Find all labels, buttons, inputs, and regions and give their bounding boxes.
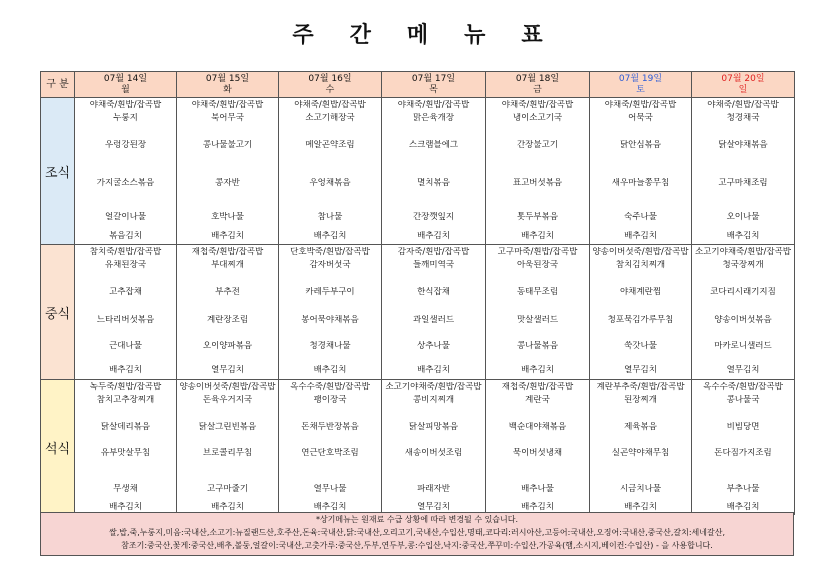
menu-item: 오이양파볶음 [202,341,253,351]
menu-items [279,245,381,379]
menu-item: 고구마죽/흰밥/잡곡밥 [497,247,578,257]
menu-item: 배추김치 [211,231,244,241]
menu-item: 돈채두반장볶음 [301,422,359,432]
menu-item: 메알곤약조림 [305,140,355,150]
menu-items [486,380,589,514]
menu-item: 멸치볶음 [417,178,450,188]
day-date: 07월 17일 [411,73,456,84]
menu-item: 닭살데리볶음 [100,422,151,432]
menu-item: 열무나물 [313,484,347,494]
menu-item: 우렁강된장 [104,140,147,150]
gubun-header: 구 분 [41,72,75,98]
menu-item: 닭살그린빈볶음 [198,422,257,432]
menu-item: 어묵국 [628,113,653,123]
menu-item: 비빔당면 [726,422,760,432]
menu-cell [279,380,382,515]
menu-item: 참치고추장찌개 [96,395,155,405]
menu-item: 톳두부볶음 [516,212,559,222]
menu-items [692,98,794,244]
menu-item: 배추김치 [417,365,450,375]
title-char: 메 [406,23,429,48]
menu-item: 상추나물 [417,341,450,351]
menu-cell [382,380,486,515]
menu-item: 파래자반 [417,484,450,494]
day-header [75,72,177,98]
menu-item: 무생채 [113,484,138,494]
menu-item: 쑥갓나물 [624,341,657,351]
menu-item: 맑은육개장 [412,113,455,123]
menu-cell [75,98,177,245]
menu-item: 배추김치 [624,231,657,241]
day-name: 수 [325,84,335,95]
menu-item: 간장불고기 [516,140,559,150]
menu-item: 고구마줄기 [206,484,249,494]
menu-item: 닭안심볶음 [619,140,662,150]
menu-item: 배추김치 [313,365,347,375]
menu-item: 계란부추죽/흰밥/잡곡밥 [596,382,685,392]
day-name: 월 [121,84,130,95]
day-name: 토 [636,84,645,95]
menu-items [177,245,278,379]
menu-item: 콩나물국 [726,395,760,405]
menu-item: 근대나물 [109,341,142,351]
menu-item: 배추김치 [726,502,760,512]
meal-row-dinner [41,380,795,515]
menu-item: 숙주나물 [624,212,657,222]
menu-items [177,380,278,514]
weekly-menu-table [40,71,795,515]
menu-item: 시금치나물 [619,484,662,494]
menu-item: 야채죽/흰밥/잡곡밥 [294,100,366,110]
menu-item: 야채죽/흰밥/잡곡밥 [501,100,574,110]
menu-items [692,245,794,379]
day-date: 07월 16일 [308,73,352,84]
menu-items [279,98,381,244]
menu-item: 양송이버섯죽/흰밥/잡곡밥 [592,247,689,257]
menu-items [75,98,176,244]
menu-item: 열무김치 [417,502,450,512]
menu-item: 봉어묵야채볶음 [301,315,359,325]
menu-cell [382,98,486,245]
menu-item: 동태무조림 [516,287,559,297]
menu-item: 부추전 [215,287,240,297]
day-header [382,72,486,98]
menu-item: 카레두부구이 [305,287,355,297]
day-header-saturday [590,72,692,98]
meal-row-lunch [41,245,795,380]
menu-cell [279,245,382,380]
menu-item: 배추김치 [313,231,347,241]
menu-item: 묵이버섯냉채 [512,448,563,458]
meal-label-breakfast: 조식 [41,98,75,245]
menu-item: 한식잡채 [417,287,450,297]
menu-item: 유부맛살무침 [100,448,151,458]
day-header [279,72,382,98]
menu-cell [486,245,590,380]
menu-cell [692,98,795,245]
menu-items [382,380,485,514]
notes-line: *상기메뉴는 원재료 수급 상황에 따라 변경될 수 있습니다. [315,515,519,524]
menu-item: 야채죽/흰밥/잡곡밥 [89,100,162,110]
menu-item: 표고버섯볶음 [512,178,563,188]
menu-item: 배추김치 [624,502,657,512]
menu-item: 재첩죽/흰밥/잡곡밥 [191,247,264,257]
day-name: 금 [533,84,542,95]
notes-line: 참조기:중국산,꽃게:중국산,배추,볼둥,얼갈이:국내산,고춧가루:중국산,두부,연두부,콩:수입산,낙지:중국산,쭈꾸미:수입산,가공육(햄,소시지,베이컨:수입산) - 을 사용합니다. [121,541,713,550]
meal-label-dinner: 석식 [41,380,75,515]
menu-item: 새송이버섯조림 [404,448,463,458]
menu-item: 냉이소고기국 [512,113,563,123]
menu-item: 들깨미역국 [412,260,455,270]
menu-item: 아욱된장국 [516,260,559,270]
menu-item: 야채죽/흰밥/잡곡밥 [397,100,470,110]
menu-cell [279,98,382,245]
menu-cell [486,98,590,245]
menu-cell [486,380,590,515]
menu-item: 야채죽/흰밥/잡곡밥 [707,100,779,110]
menu-item: 양송이버섯죽/흰밥/잡곡밥 [179,382,276,392]
menu-item: 유채된장국 [104,260,147,270]
menu-item: 배추김치 [313,502,347,512]
menu-item: 참나물 [317,212,343,222]
menu-item: 간장깻잎지 [412,212,455,222]
menu-items [590,245,691,379]
menu-item: 계란장조림 [206,315,249,325]
menu-item: 녹두죽/흰밥/잡곡밥 [89,382,162,392]
menu-cell [590,380,692,515]
menu-item: 오이나물 [726,212,760,222]
title-char: 주 [292,23,314,48]
menu-item: 열무김치 [624,365,657,375]
day-name: 화 [223,84,232,95]
menu-item: 단호박죽/흰밥/잡곡밥 [290,247,370,257]
menu-cell [75,380,177,515]
title-char: 간 [349,23,371,48]
menu-item: 배추김치 [521,231,554,241]
menu-item: 야채계란찜 [619,287,662,297]
menu-item: 야채죽/흰밥/잡곡밥 [191,100,264,110]
menu-item: 얼갈이나물 [104,212,147,222]
page-title [0,18,835,49]
menu-cell [177,98,279,245]
notes-line: 쌀,밥,죽,누룽지,미음:국내산,소고기:뉴질랜드산,호주산,돈육:국내산,닭:국내산,오리고기,국내산,수입산,명태,코다리:러시아산,고등어:국내산,오징어:국내산,중국산,갈치:세네갈산, [108,528,726,537]
menu-items [590,380,691,514]
menu-item: 볶음김치 [109,231,142,241]
menu-item: 야채죽/흰밥/잡곡밥 [604,100,677,110]
day-date: 07월 20일 [721,73,765,84]
menu-items [177,98,278,244]
menu-item: 배추김치 [726,231,760,241]
menu-item: 콩나물불고기 [202,140,253,150]
menu-item: 청포묵김가루무침 [607,315,674,325]
menu-cell [590,98,692,245]
menu-item: 돈육우거지국 [202,395,253,405]
menu-items [75,245,176,379]
menu-item: 양송이버섯볶음 [714,315,772,325]
menu-item: 소고기야채죽/흰밥/잡곡밥 [385,382,482,392]
menu-item: 콩나물볶음 [516,341,559,351]
day-date: 07월 14일 [103,73,148,84]
menu-cell [692,245,795,380]
menu-items [692,380,794,514]
menu-item: 열무김치 [211,365,244,375]
menu-item: 콩비지찌개 [412,395,455,405]
title-char: 표 [521,23,543,48]
menu-item: 브로콜리무침 [202,448,253,458]
menu-item: 감자버섯국 [309,260,351,270]
menu-item: 코다리시래기지짐 [710,287,776,297]
menu-item: 느타리버섯볶음 [96,315,155,325]
menu-item: 스크램블에그 [408,140,459,150]
menu-cell [177,245,279,380]
day-header-sunday [692,72,795,98]
menu-item: 부대찌개 [211,260,244,270]
day-name: 일 [738,84,748,95]
menu-items [590,98,691,244]
menu-items [382,245,485,379]
menu-item: 계란국 [525,395,550,405]
menu-item: 콩자반 [215,178,240,188]
menu-item: 배추김치 [109,502,142,512]
menu-cell [177,380,279,515]
menu-item: 청국장찌개 [722,260,764,270]
menu-item: 고추잡채 [109,287,142,297]
menu-items [382,98,485,244]
menu-items [486,98,589,244]
menu-item: 참치죽/흰밥/잡곡밥 [89,247,162,257]
menu-item: 가지굴소스볶음 [96,178,155,188]
notes-box [40,512,794,556]
menu-item: 청경채국 [726,113,760,123]
menu-item: 배추김치 [109,365,142,375]
menu-item: 열무김치 [726,365,760,375]
menu-item: 청경채나물 [309,341,351,351]
menu-items [279,380,381,514]
menu-item: 참치김치찌개 [615,260,666,270]
menu-item: 과일샐러드 [412,315,455,325]
day-date: 07월 19일 [618,73,663,84]
menu-item: 우엉채볶음 [309,178,351,188]
menu-item: 재첩죽/흰밥/잡곡밥 [501,382,574,392]
menu-items [486,245,589,379]
menu-cell [590,245,692,380]
menu-item: 된장찌개 [624,395,657,405]
menu-item: 북어무국 [211,113,244,123]
menu-item: 배추김치 [211,502,244,512]
menu-item: 팽이장국 [313,395,347,405]
meal-label-lunch: 중식 [41,245,75,380]
menu-item: 배추김치 [521,365,554,375]
title-char: 뉴 [464,23,486,48]
menu-item: 배추나물 [521,484,554,494]
menu-item: 호박나물 [211,212,244,222]
menu-item: 감자죽/흰밥/잡곡밥 [397,247,470,257]
menu-item: 돈다짐가지조림 [714,448,772,458]
day-header [486,72,590,98]
menu-item: 닭살야채볶음 [718,140,768,150]
day-name: 목 [429,84,438,95]
menu-item: 배추김치 [521,502,554,512]
menu-item: 닭살피망볶음 [408,422,459,432]
menu-item: 제육볶음 [624,422,657,432]
meal-row-breakfast [41,98,795,245]
menu-item: 맛살샐러드 [516,315,559,325]
menu-item: 백순대야채볶음 [508,422,567,432]
header-row [41,72,795,98]
menu-cell [692,380,795,515]
menu-item: 새우마늘쫑무침 [611,178,670,188]
menu-cell [382,245,486,380]
menu-cell [75,245,177,380]
day-header [177,72,279,98]
menu-item: 실곤약야채무침 [611,448,670,458]
menu-item: 옥수수죽/흰밥/잡곡밥 [703,382,783,392]
menu-item: 배추김치 [417,231,450,241]
menu-item: 연근단호박조림 [301,448,359,458]
menu-item: 누룽지 [113,113,138,123]
menu-item: 옥수수죽/흰밥/잡곡밥 [290,382,370,392]
day-date: 07월 15일 [205,73,250,84]
menu-item: 소고기해장국 [305,113,355,123]
menu-item: 고구마채조림 [718,178,768,188]
menu-item: 마카로니샐러드 [714,341,772,351]
day-date: 07월 18일 [515,73,560,84]
menu-items [75,380,176,514]
menu-item: 소고기야채죽/흰밥/잡곡밥 [694,247,792,257]
menu-item: 부추나물 [726,484,760,494]
